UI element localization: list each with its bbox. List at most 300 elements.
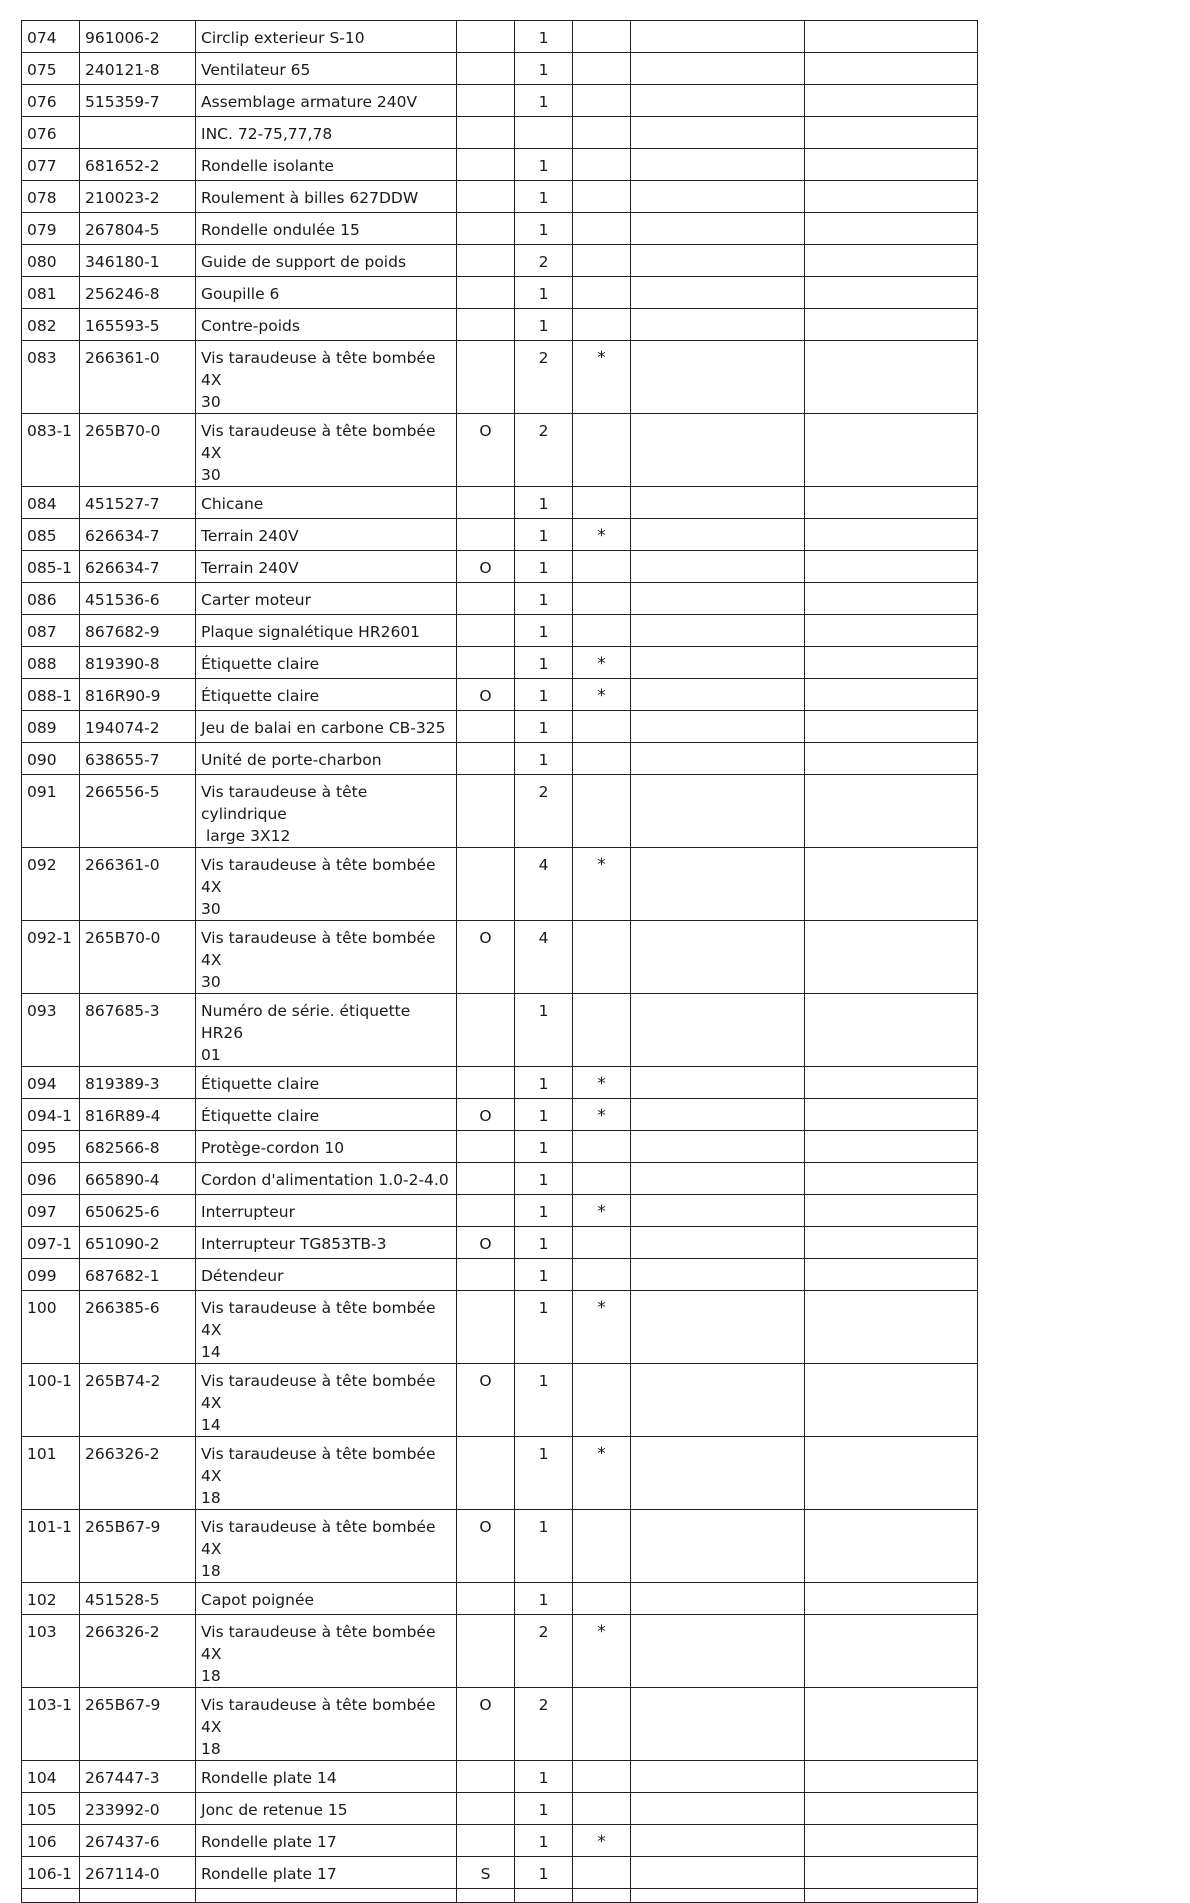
- part-number-cell: [80, 117, 196, 149]
- marker-cell: [457, 181, 515, 213]
- table-row: [22, 921, 978, 994]
- item-number-cell: 084: [22, 487, 80, 519]
- marker-cell: [457, 1259, 515, 1291]
- empty-cell: [80, 1889, 196, 1903]
- description-cell: Vis taraudeuse à tête bombée 4X 18: [196, 1510, 457, 1583]
- empty-cell: [631, 1099, 805, 1131]
- item-number-cell: 097: [22, 1195, 80, 1227]
- empty-cell: [805, 519, 978, 551]
- marker-cell: O: [457, 679, 515, 711]
- item-number-cell: 100-1: [22, 1364, 80, 1437]
- empty-cell: [631, 1259, 805, 1291]
- table-row: [22, 583, 978, 615]
- quantity-cell: 1: [515, 647, 573, 679]
- part-number-cell: 266385-6: [80, 1291, 196, 1364]
- part-number-cell: 681652-2: [80, 149, 196, 181]
- description-cell: INC. 72-75,77,78: [196, 117, 457, 149]
- description-cell: Roulement à billes 627DDW: [196, 181, 457, 213]
- part-number-cell: 819390-8: [80, 647, 196, 679]
- empty-cell: [631, 1131, 805, 1163]
- note-cell: *: [573, 519, 631, 551]
- marker-cell: [457, 213, 515, 245]
- note-cell: *: [573, 1099, 631, 1131]
- quantity-cell: 1: [515, 1364, 573, 1437]
- quantity-cell: 1: [515, 1793, 573, 1825]
- part-number-cell: 266326-2: [80, 1437, 196, 1510]
- note-cell: [573, 1227, 631, 1259]
- description-cell: Jonc de retenue 15: [196, 1793, 457, 1825]
- empty-cell: [805, 213, 978, 245]
- marker-cell: O: [457, 1510, 515, 1583]
- item-number-cell: 103: [22, 1615, 80, 1688]
- empty-cell: [805, 615, 978, 647]
- marker-cell: [457, 245, 515, 277]
- description-cell: Interrupteur: [196, 1195, 457, 1227]
- table-row: [22, 1195, 978, 1227]
- quantity-cell: 1: [515, 1825, 573, 1857]
- marker-cell: [457, 277, 515, 309]
- table-row: [22, 1227, 978, 1259]
- part-number-cell: 265B67-9: [80, 1688, 196, 1761]
- description-cell: Numéro de série. étiquette HR26 01: [196, 994, 457, 1067]
- table-row: [22, 53, 978, 85]
- table-row: [22, 775, 978, 848]
- quantity-cell: 1: [515, 583, 573, 615]
- empty-cell: [631, 309, 805, 341]
- item-number-cell: 088-1: [22, 679, 80, 711]
- item-number-cell: 078: [22, 181, 80, 213]
- table-row: [22, 213, 978, 245]
- item-number-cell: 091: [22, 775, 80, 848]
- empty-cell: [805, 647, 978, 679]
- empty-cell: [805, 1793, 978, 1825]
- table-row: [22, 1067, 978, 1099]
- part-number-cell: 265B70-0: [80, 414, 196, 487]
- empty-cell: [631, 1067, 805, 1099]
- note-cell: [573, 711, 631, 743]
- part-number-cell: 266361-0: [80, 848, 196, 921]
- description-cell: Vis taraudeuse à tête bombée 4X 18: [196, 1688, 457, 1761]
- marker-cell: [457, 743, 515, 775]
- empty-cell: [805, 1259, 978, 1291]
- note-cell: [573, 181, 631, 213]
- item-number-cell: 093: [22, 994, 80, 1067]
- note-cell: [573, 775, 631, 848]
- empty-cell: [805, 1163, 978, 1195]
- empty-cell: [805, 1583, 978, 1615]
- empty-cell: [631, 245, 805, 277]
- empty-cell: [805, 1761, 978, 1793]
- item-number-cell: 083: [22, 341, 80, 414]
- quantity-cell: 1: [515, 1291, 573, 1364]
- part-number-cell: 651090-2: [80, 1227, 196, 1259]
- marker-cell: O: [457, 1688, 515, 1761]
- marker-cell: [457, 53, 515, 85]
- marker-cell: O: [457, 1099, 515, 1131]
- table-row: [22, 487, 978, 519]
- note-cell: [573, 1131, 631, 1163]
- marker-cell: [457, 1195, 515, 1227]
- part-number-cell: 256246-8: [80, 277, 196, 309]
- empty-cell: [805, 181, 978, 213]
- empty-cell: [805, 1825, 978, 1857]
- empty-cell: [22, 1889, 80, 1903]
- marker-cell: [457, 775, 515, 848]
- note-cell: [573, 921, 631, 994]
- marker-cell: [457, 711, 515, 743]
- part-number-cell: 267804-5: [80, 213, 196, 245]
- quantity-cell: 1: [515, 1437, 573, 1510]
- table-row: [22, 1099, 978, 1131]
- quantity-cell: 2: [515, 341, 573, 414]
- description-cell: Vis taraudeuse à tête bombée 4X 18: [196, 1437, 457, 1510]
- table-row: [22, 1364, 978, 1437]
- item-number-cell: 082: [22, 309, 80, 341]
- item-number-cell: 092-1: [22, 921, 80, 994]
- part-number-cell: 665890-4: [80, 1163, 196, 1195]
- empty-cell: [631, 994, 805, 1067]
- part-number-cell: 626634-7: [80, 519, 196, 551]
- description-cell: Étiquette claire: [196, 647, 457, 679]
- empty-cell: [805, 53, 978, 85]
- empty-cell: [631, 647, 805, 679]
- empty-cell: [805, 149, 978, 181]
- empty-cell: [631, 1825, 805, 1857]
- note-cell: [573, 309, 631, 341]
- marker-cell: O: [457, 414, 515, 487]
- description-cell: Contre-poids: [196, 309, 457, 341]
- table-row: [22, 1761, 978, 1793]
- description-cell: Détendeur: [196, 1259, 457, 1291]
- note-cell: [573, 487, 631, 519]
- table-row: [22, 1583, 978, 1615]
- empty-cell: [631, 53, 805, 85]
- quantity-cell: 1: [515, 711, 573, 743]
- empty-cell: [805, 551, 978, 583]
- empty-cell: [631, 743, 805, 775]
- item-number-cell: 103-1: [22, 1688, 80, 1761]
- note-cell: [573, 1259, 631, 1291]
- table-row: [22, 1793, 978, 1825]
- table-row: [22, 647, 978, 679]
- item-number-cell: 106: [22, 1825, 80, 1857]
- table-row: [22, 711, 978, 743]
- parts-table-body: [22, 21, 978, 1903]
- empty-cell: [805, 743, 978, 775]
- part-number-cell: 515359-7: [80, 85, 196, 117]
- part-number-cell: 687682-1: [80, 1259, 196, 1291]
- empty-cell: [805, 414, 978, 487]
- description-cell: Rondelle isolante: [196, 149, 457, 181]
- empty-cell: [631, 1761, 805, 1793]
- quantity-cell: 1: [515, 1099, 573, 1131]
- item-number-cell: 101: [22, 1437, 80, 1510]
- empty-cell: [805, 245, 978, 277]
- empty-cell: [805, 1889, 978, 1903]
- note-cell: [573, 117, 631, 149]
- description-cell: Vis taraudeuse à tête bombée 4X 30: [196, 341, 457, 414]
- table-row: [22, 551, 978, 583]
- marker-cell: [457, 615, 515, 647]
- table-row: [22, 1291, 978, 1364]
- marker-cell: [457, 1761, 515, 1793]
- empty-cell: [631, 487, 805, 519]
- marker-cell: [457, 583, 515, 615]
- item-number-cell: 080: [22, 245, 80, 277]
- note-cell: *: [573, 1437, 631, 1510]
- marker-cell: [457, 1793, 515, 1825]
- part-number-cell: 265B70-0: [80, 921, 196, 994]
- description-cell: Étiquette claire: [196, 679, 457, 711]
- empty-cell: [631, 181, 805, 213]
- empty-cell: [631, 149, 805, 181]
- empty-cell: [805, 1131, 978, 1163]
- note-cell: [573, 85, 631, 117]
- description-cell: Vis taraudeuse à tête bombée 4X 14: [196, 1364, 457, 1437]
- empty-cell: [805, 85, 978, 117]
- table-row: [22, 245, 978, 277]
- note-cell: [573, 1163, 631, 1195]
- item-number-cell: 090: [22, 743, 80, 775]
- item-number-cell: 094-1: [22, 1099, 80, 1131]
- note-cell: *: [573, 848, 631, 921]
- quantity-cell: 1: [515, 679, 573, 711]
- empty-cell: [805, 921, 978, 994]
- item-number-cell: 076: [22, 85, 80, 117]
- description-cell: Plaque signalétique HR2601: [196, 615, 457, 647]
- quantity-cell: 1: [515, 519, 573, 551]
- part-number-cell: 265B74-2: [80, 1364, 196, 1437]
- item-number-cell: 102: [22, 1583, 80, 1615]
- empty-cell: [631, 711, 805, 743]
- item-number-cell: 092: [22, 848, 80, 921]
- marker-cell: [457, 21, 515, 53]
- empty-cell: [631, 1291, 805, 1364]
- table-row: [22, 679, 978, 711]
- table-row: [22, 848, 978, 921]
- part-number-cell: 267114-0: [80, 1857, 196, 1889]
- quantity-cell: 4: [515, 848, 573, 921]
- empty-cell: [631, 117, 805, 149]
- quantity-cell: 1: [515, 1195, 573, 1227]
- item-number-cell: 081: [22, 277, 80, 309]
- note-cell: [573, 1688, 631, 1761]
- item-number-cell: 106-1: [22, 1857, 80, 1889]
- note-cell: *: [573, 341, 631, 414]
- marker-cell: [457, 1615, 515, 1688]
- table-row: [22, 1857, 978, 1889]
- marker-cell: [457, 487, 515, 519]
- part-number-cell: 346180-1: [80, 245, 196, 277]
- description-cell: Étiquette claire: [196, 1099, 457, 1131]
- table-row: [22, 994, 978, 1067]
- quantity-cell: 2: [515, 1688, 573, 1761]
- note-cell: *: [573, 1825, 631, 1857]
- table-row: [22, 1510, 978, 1583]
- empty-cell: [573, 1889, 631, 1903]
- quantity-cell: 1: [515, 743, 573, 775]
- note-cell: [573, 551, 631, 583]
- item-number-cell: 076: [22, 117, 80, 149]
- marker-cell: [457, 1437, 515, 1510]
- part-number-cell: 266361-0: [80, 341, 196, 414]
- quantity-cell: 1: [515, 149, 573, 181]
- part-number-cell: 266556-5: [80, 775, 196, 848]
- empty-cell: [631, 615, 805, 647]
- part-number-cell: 867685-3: [80, 994, 196, 1067]
- marker-cell: [457, 519, 515, 551]
- note-cell: [573, 213, 631, 245]
- empty-cell: [805, 341, 978, 414]
- marker-cell: [457, 994, 515, 1067]
- marker-cell: [457, 848, 515, 921]
- note-cell: *: [573, 647, 631, 679]
- note-cell: *: [573, 1195, 631, 1227]
- empty-cell: [805, 1099, 978, 1131]
- part-number-cell: 266326-2: [80, 1615, 196, 1688]
- marker-cell: [457, 1825, 515, 1857]
- marker-cell: S: [457, 1857, 515, 1889]
- empty-cell: [631, 921, 805, 994]
- description-cell: Rondelle plate 17: [196, 1857, 457, 1889]
- item-number-cell: 088: [22, 647, 80, 679]
- item-number-cell: 099: [22, 1259, 80, 1291]
- item-number-cell: 085: [22, 519, 80, 551]
- empty-cell: [515, 1889, 573, 1903]
- quantity-cell: 1: [515, 487, 573, 519]
- item-number-cell: 097-1: [22, 1227, 80, 1259]
- part-number-cell: 451536-6: [80, 583, 196, 615]
- description-cell: Étiquette claire: [196, 1067, 457, 1099]
- table-row: [22, 21, 978, 53]
- item-number-cell: 086: [22, 583, 80, 615]
- empty-cell: [805, 1291, 978, 1364]
- description-cell: Terrain 240V: [196, 551, 457, 583]
- empty-cell: [631, 1510, 805, 1583]
- note-cell: *: [573, 1615, 631, 1688]
- part-number-cell: 650625-6: [80, 1195, 196, 1227]
- empty-cell: [805, 1688, 978, 1761]
- parts-table: [21, 20, 978, 1903]
- description-cell: Vis taraudeuse à tête bombée 4X 30: [196, 414, 457, 487]
- table-row: [22, 1688, 978, 1761]
- quantity-cell: [515, 117, 573, 149]
- note-cell: [573, 1364, 631, 1437]
- empty-cell: [631, 21, 805, 53]
- description-cell: Vis taraudeuse à tête bombée 4X 30: [196, 921, 457, 994]
- empty-cell: [631, 848, 805, 921]
- table-row: [22, 181, 978, 213]
- quantity-cell: 1: [515, 994, 573, 1067]
- item-number-cell: 083-1: [22, 414, 80, 487]
- quantity-cell: 1: [515, 1227, 573, 1259]
- quantity-cell: 1: [515, 21, 573, 53]
- part-number-cell: 626634-7: [80, 551, 196, 583]
- note-cell: [573, 53, 631, 85]
- quantity-cell: 1: [515, 53, 573, 85]
- table-row-cutoff: [22, 1889, 978, 1903]
- note-cell: [573, 743, 631, 775]
- empty-cell: [631, 1227, 805, 1259]
- note-cell: *: [573, 1291, 631, 1364]
- empty-cell: [805, 487, 978, 519]
- note-cell: *: [573, 679, 631, 711]
- description-cell: Carter moteur: [196, 583, 457, 615]
- part-number-cell: 819389-3: [80, 1067, 196, 1099]
- item-number-cell: 074: [22, 21, 80, 53]
- note-cell: [573, 994, 631, 1067]
- marker-cell: [457, 1291, 515, 1364]
- part-number-cell: 194074-2: [80, 711, 196, 743]
- table-row: [22, 277, 978, 309]
- marker-cell: [457, 1067, 515, 1099]
- empty-cell: [631, 1857, 805, 1889]
- quantity-cell: 1: [515, 551, 573, 583]
- table-row: [22, 1825, 978, 1857]
- description-cell: Jeu de balai en carbone CB-325: [196, 711, 457, 743]
- empty-cell: [805, 994, 978, 1067]
- description-cell: Capot poignée: [196, 1583, 457, 1615]
- table-row: [22, 85, 978, 117]
- part-number-cell: 165593-5: [80, 309, 196, 341]
- empty-cell: [805, 21, 978, 53]
- empty-cell: [631, 1889, 805, 1903]
- quantity-cell: 1: [515, 1761, 573, 1793]
- note-cell: [573, 414, 631, 487]
- quantity-cell: 1: [515, 277, 573, 309]
- description-cell: Vis taraudeuse à tête bombée 4X 30: [196, 848, 457, 921]
- marker-cell: [457, 309, 515, 341]
- part-number-cell: 682566-8: [80, 1131, 196, 1163]
- empty-cell: [631, 583, 805, 615]
- description-cell: Chicane: [196, 487, 457, 519]
- empty-cell: [196, 1889, 457, 1903]
- quantity-cell: 2: [515, 775, 573, 848]
- description-cell: Unité de porte-charbon: [196, 743, 457, 775]
- marker-cell: [457, 117, 515, 149]
- empty-cell: [631, 551, 805, 583]
- marker-cell: [457, 1163, 515, 1195]
- note-cell: [573, 149, 631, 181]
- description-cell: Rondelle plate 17: [196, 1825, 457, 1857]
- part-number-cell: 267447-3: [80, 1761, 196, 1793]
- empty-cell: [805, 1364, 978, 1437]
- item-number-cell: 095: [22, 1131, 80, 1163]
- empty-cell: [631, 341, 805, 414]
- quantity-cell: 1: [515, 85, 573, 117]
- description-cell: Rondelle ondulée 15: [196, 213, 457, 245]
- description-cell: Protège-cordon 10: [196, 1131, 457, 1163]
- table-row: [22, 743, 978, 775]
- marker-cell: [457, 149, 515, 181]
- empty-cell: [805, 711, 978, 743]
- marker-cell: [457, 85, 515, 117]
- marker-cell: [457, 647, 515, 679]
- empty-cell: [805, 1227, 978, 1259]
- quantity-cell: 4: [515, 921, 573, 994]
- description-cell: Cordon d'alimentation 1.0-2-4.0: [196, 1163, 457, 1195]
- note-cell: [573, 1793, 631, 1825]
- table-row: [22, 149, 978, 181]
- empty-cell: [631, 85, 805, 117]
- table-row: [22, 1437, 978, 1510]
- marker-cell: O: [457, 1364, 515, 1437]
- description-cell: Vis taraudeuse à tête bombée 4X 18: [196, 1615, 457, 1688]
- note-cell: [573, 277, 631, 309]
- table-row: [22, 1615, 978, 1688]
- note-cell: [573, 1857, 631, 1889]
- description-cell: Vis taraudeuse à tête cylindrique large 3X12: [196, 775, 457, 848]
